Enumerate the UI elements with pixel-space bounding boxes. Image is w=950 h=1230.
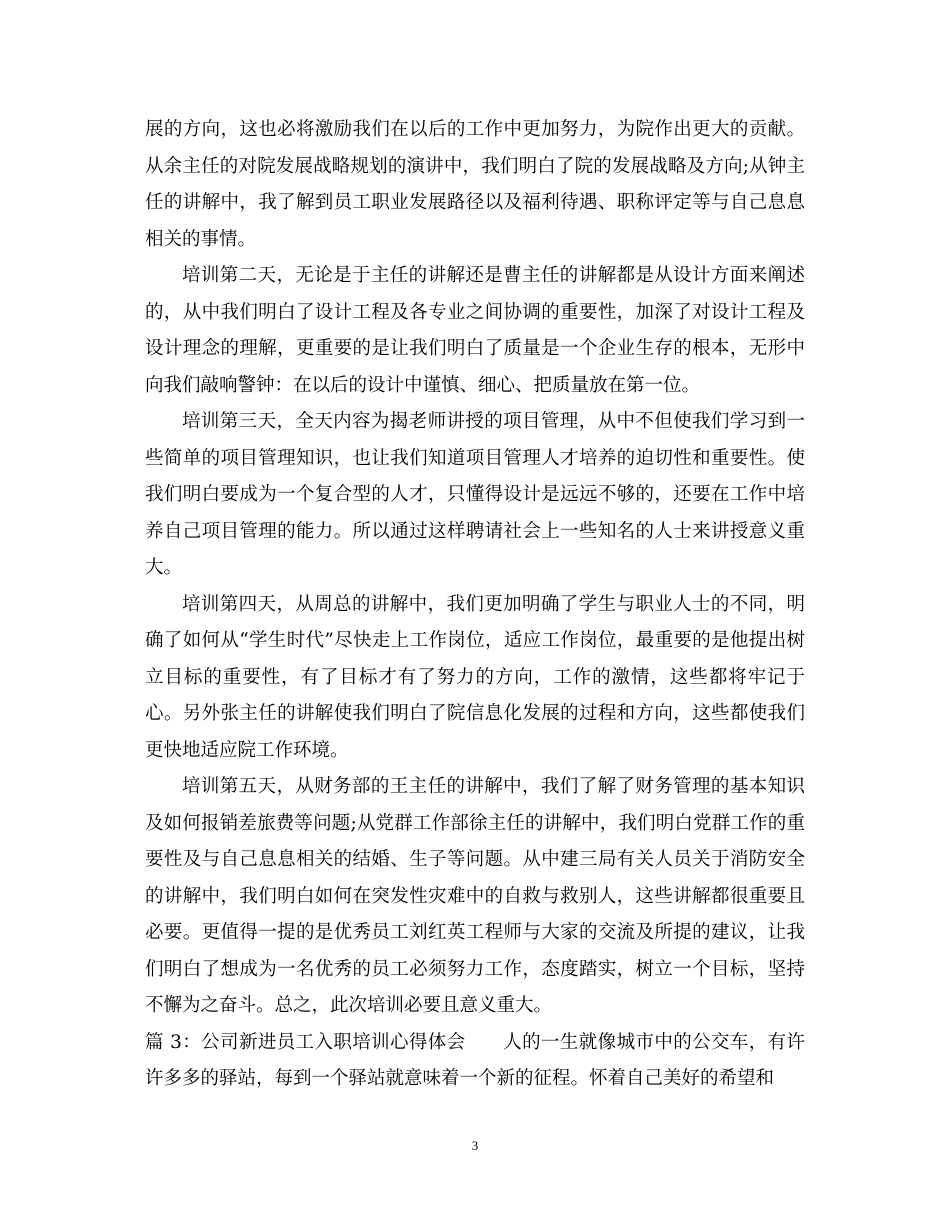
paragraph-training-day-4: 培训第四天，从周总的讲解中，我们更加明确了学生与职业人士的不同，明确了如何从“学生时代”尽快走上工作岗位，适应工作岗位，最重要的是他提出树立目标的重要性，有了目标才有了努力的方向，工作的激情，这些都将牢记于心。另外张主任的讲解使我们明白了院信息化发展的过程和方向，这些都使我们更快地适应院工作环境。: [145, 593, 805, 761]
paragraph-article-3-start: 篇 3：公司新进员工入职培训心得体会 人的一生就像城市中的公交车，有许许多多的驿站，每到一个驿站就意味着一个新的征程。怀着自己美好的希望和: [145, 1031, 805, 1089]
paragraph-training-day-3: 培训第三天，全天内容为揭老师讲授的项目管理，从中不但使我们学习到一些简单的项目管理知识，也让我们知道项目管理人才培养的迫切性和重要性。使我们明白要成为一个复合型的人才，只懂得设计是远远不够的，还要在工作中培养自己项目管理的能力。所以通过这样聘请社会上一些知名的人士来讲授意义重大。: [145, 411, 805, 578]
paragraph-training-day-5: 培训第五天，从财务部的王主任的讲解中，我们了解了财务管理的基本知识及如何报销差旅费等问题;从党群工作部徐主任的讲解中，我们明白党群工作的重要性及与自己息息相关的结婚、生子等问题。从中建三局有关人员关于消防安全的讲解中，我们明白如何在突发性灾难中的自救与救别人，这些讲解都很重要且必要。更值得一提的是优秀员工刘红英工程师与大家的交流及所提的建议，让我们明白了想成为一名优秀的员工必须努力工作，态度踏实，树立一个目标，坚持不懈为之奋斗。总之，此次培训必要且意义重大。: [145, 776, 805, 1016]
page-number: 3: [471, 1138, 479, 1153]
body-text: [145, 112, 805, 1098]
paragraph-continuation: 展的方向，这也必将激励我们在以后的工作中更加努力，为院作出更大的贡献。从余主任的对院发展战略规划的演讲中，我们明白了院的发展战略及方向;从钟主任的讲解中，我了解到员工职业发展路径以及福利待遇、职称评定等与自己息息相关的事情。: [145, 119, 805, 250]
paragraph-training-day-2: 培训第二天，无论是于主任的讲解还是曹主任的讲解都是从设计方面来阐述的，从中我们明白了设计工程及各专业之间协调的重要性，加深了对设计工程及设计理念的理解，更重要的是让我们明白了质量是一个企业生存的根本，无形中向我们敲响警钟：在以后的设计中谨慎、细心、把质量放在第一位。: [145, 265, 805, 396]
